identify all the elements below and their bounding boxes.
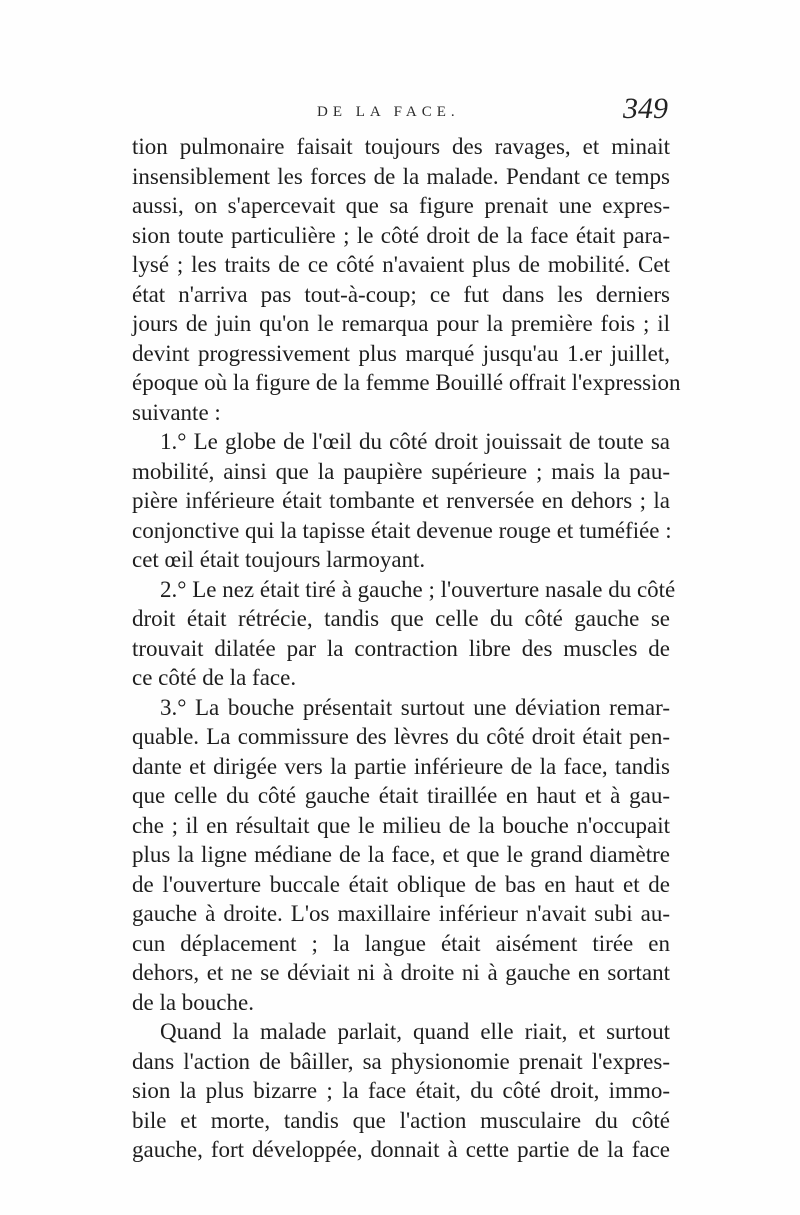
text-line: de la bouche. xyxy=(132,989,254,1015)
text-line: époque où la figure de la femme Bouillé offrait l'expression xyxy=(132,370,681,395)
text-line: sion toute particulière ; le côté droit de la face était para- xyxy=(132,222,670,248)
page-header xyxy=(132,92,670,132)
text-line: aussi, on s'apercevait que sa figure prenait une expres- xyxy=(132,193,670,218)
text-line: insensiblement les forces de la malade. Pendant ce temps xyxy=(132,163,670,189)
text-line: 3.° La bouche présentait surtout une déviation remar- xyxy=(160,694,670,720)
text-line: conjonctive qui la tapisse était devenue rouge et tuméfiée : xyxy=(132,517,672,543)
text-line: 1.° Le globe de l'œil du côté droit jouissait de toute sa xyxy=(160,429,670,454)
text-line: suivante : xyxy=(132,399,221,425)
text-line: che ; il en résultait que le milieu de la bouche n'occupait xyxy=(132,812,670,838)
text-line: sion la plus bizarre ; la face était, du côté droit, immo- xyxy=(132,1078,670,1103)
text-line: dans l'action de bâiller, sa physionomie prenait l'expres- xyxy=(132,1048,670,1074)
text-line: ce côté de la face. xyxy=(132,665,297,690)
text-line: devint progressivement plus marqué jusqu'au 1.er juillet, xyxy=(132,340,670,366)
text-line: plus la ligne médiane de la face, et que le grand diamètre xyxy=(132,842,670,867)
body-text xyxy=(132,132,681,1165)
text-line: que celle du côté gauche était tiraillée en haut et à gau- xyxy=(132,783,670,808)
text-line: gauche à droite. L'os maxillaire inférieur n'avait subi au- xyxy=(132,901,670,926)
text-line: 2.° Le nez était tiré à gauche ; l'ouverture nasale du côté xyxy=(160,576,676,602)
text-line: mobilité, ainsi que la paupière supérieure ; mais la pau- xyxy=(132,458,670,484)
text-line: dehors, et ne se déviait ni à droite ni à gauche en sortant xyxy=(132,960,670,985)
text-line: de l'ouverture buccale était oblique de bas en haut et de xyxy=(132,871,670,897)
text-line: tion pulmonaire faisait toujours des ravages, et minait xyxy=(132,134,670,159)
text-line: jours de juin qu'on le remarqua pour la première fois ; il xyxy=(132,311,670,336)
text-line: trouvait dilatée par la contraction libre des muscles de xyxy=(132,635,670,661)
text-line: gauche, fort développée, donnait à cette partie de la face xyxy=(132,1137,670,1162)
text-line: lysé ; les traits de ce côté n'avaient plus de mobilité. Cet xyxy=(132,252,670,277)
text-line: droit était rétrécie, tandis que celle du côté gauche se xyxy=(132,606,670,631)
text-line: cun déplacement ; la langue était aisément tirée en xyxy=(132,930,670,956)
text-line: dante et dirigée vers la partie inférieure de la face, tandis xyxy=(132,753,670,779)
text-line: cet œil était toujours larmoyant. xyxy=(132,547,426,572)
running-title: DE LA FACE. xyxy=(317,104,460,120)
text-line: quable. La commissure des lèvres du côté droit était pen- xyxy=(132,724,670,749)
page-number: 349 xyxy=(623,92,668,125)
text-line: Quand la malade parlait, quand elle riait, et surtout xyxy=(160,1019,670,1044)
text-line: bile et morte, tandis que l'action musculaire du côté xyxy=(132,1107,670,1133)
text-line: état n'arriva pas tout-à-coup; ce fut dans les derniers xyxy=(132,281,670,307)
text-line: pière inférieure était tombante et renversée en dehors ; la xyxy=(132,488,670,513)
